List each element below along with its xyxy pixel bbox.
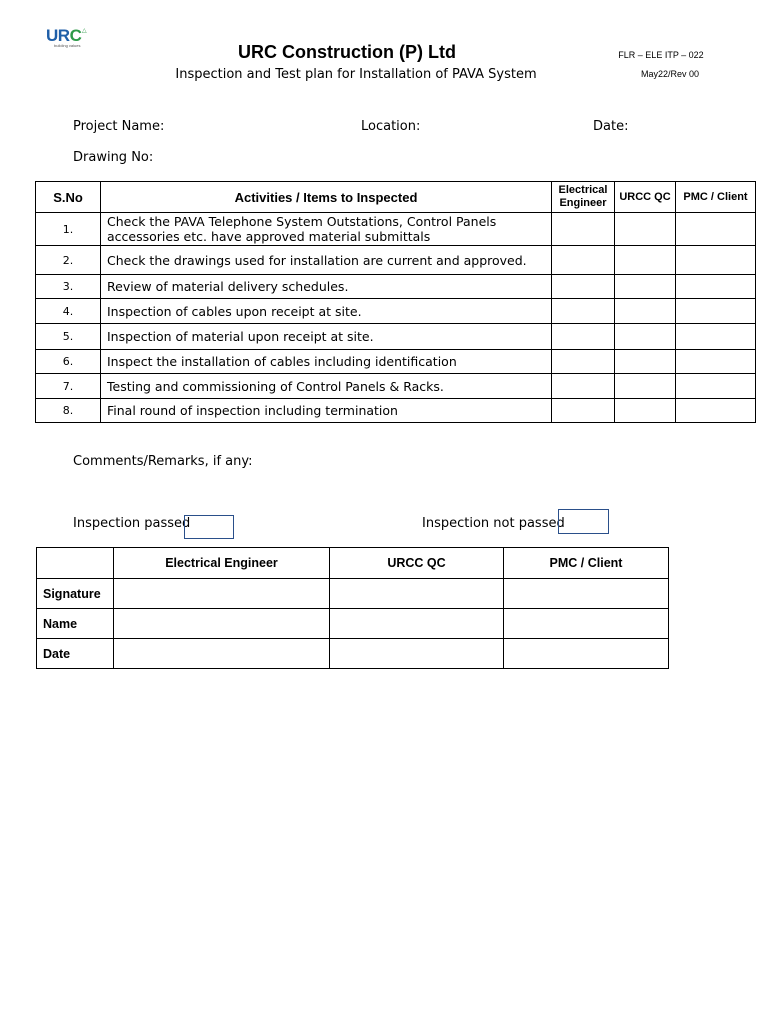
date-row: [37, 639, 669, 669]
signature-cell[interactable]: [114, 579, 330, 609]
cell-pmc-client[interactable]: [676, 275, 756, 299]
cell-urcc-qc[interactable]: [615, 350, 676, 374]
row-activity: Testing and commissioning of Control Panels & Racks.: [101, 374, 552, 399]
inspection-not-passed-label: Inspection not passed: [422, 516, 565, 531]
date-cell[interactable]: [504, 639, 669, 669]
row-sno: 7.: [36, 374, 101, 399]
cell-pmc-client[interactable]: [676, 374, 756, 399]
document-revision: May22/Rev 00: [640, 69, 700, 79]
company-title: URC Construction (P) Ltd: [238, 42, 456, 62]
row-activity: Inspect the installation of cables including identification: [101, 350, 552, 374]
cell-electrical-engineer[interactable]: [552, 374, 615, 399]
date-cell[interactable]: [114, 639, 330, 669]
cell-urcc-qc[interactable]: [615, 246, 676, 275]
logo-letter: U: [46, 26, 58, 45]
logo-letter: C: [69, 26, 82, 45]
header-sno: S.No: [36, 182, 101, 213]
row-sno: 3.: [36, 275, 101, 299]
header-activity: Activities / Items to Inspected: [101, 182, 552, 213]
row-sno: 5.: [36, 324, 101, 350]
document-number: FLR – ELE ITP – 022: [618, 50, 704, 60]
table-header-row: [36, 182, 756, 213]
inspection-not-passed-checkbox[interactable]: [558, 509, 609, 534]
row-sno: 4.: [36, 299, 101, 324]
cell-urcc-qc[interactable]: [615, 399, 676, 423]
drawing-no-label: Drawing No:: [73, 150, 154, 165]
activities-table: [35, 181, 756, 423]
header-pmc-client: PMC / Client: [676, 182, 756, 213]
cell-electrical-engineer[interactable]: [552, 399, 615, 423]
comments-label: Comments/Remarks, if any:: [73, 454, 253, 469]
name-cell[interactable]: [504, 609, 669, 639]
cell-urcc-qc[interactable]: [615, 374, 676, 399]
signature-row: [37, 579, 669, 609]
row-label-date: Date: [37, 639, 114, 669]
row-sno: 2.: [36, 246, 101, 275]
row-label-name: Name: [37, 609, 114, 639]
row-label-signature: Signature: [37, 579, 114, 609]
date-label: Date:: [593, 119, 629, 134]
row-activity: Inspection of cables upon receipt at site.: [101, 299, 552, 324]
signature-header-blank: [37, 548, 114, 579]
row-sno: 1.: [36, 213, 101, 246]
document-subtitle: Inspection and Test plan for Installation of PAVA System: [175, 67, 537, 82]
signature-cell[interactable]: [504, 579, 669, 609]
table-row: [36, 213, 756, 246]
signature-header-electrical-engineer: Electrical Engineer: [114, 548, 330, 579]
signature-header-row: [37, 548, 669, 579]
table-row: [36, 350, 756, 374]
cell-pmc-client[interactable]: [676, 324, 756, 350]
project-name-label: Project Name:: [73, 119, 165, 134]
cell-electrical-engineer[interactable]: [552, 213, 615, 246]
logo-letter: R: [57, 26, 70, 45]
name-cell[interactable]: [114, 609, 330, 639]
signature-header-urcc-qc: URCC QC: [330, 548, 504, 579]
cell-electrical-engineer[interactable]: [552, 246, 615, 275]
table-row: [36, 275, 756, 299]
table-row: [36, 399, 756, 423]
table-row: [36, 374, 756, 399]
cell-electrical-engineer[interactable]: [552, 299, 615, 324]
cell-pmc-client[interactable]: [676, 350, 756, 374]
table-row: [36, 246, 756, 275]
cell-electrical-engineer[interactable]: [552, 324, 615, 350]
row-activity: Check the drawings used for installation are current and approved.: [101, 246, 552, 275]
table-row: [36, 299, 756, 324]
inspection-passed-label: Inspection passed: [73, 516, 191, 531]
location-label: Location:: [361, 119, 421, 134]
name-cell[interactable]: [330, 609, 504, 639]
cell-pmc-client[interactable]: [676, 399, 756, 423]
row-activity: Check the PAVA Telephone System Outstations, Control Panels accessories etc. have approved material submittals: [101, 213, 552, 246]
row-activity: Final round of inspection including termination: [101, 399, 552, 423]
cell-pmc-client[interactable]: [676, 246, 756, 275]
signature-table: [36, 547, 669, 669]
cell-electrical-engineer[interactable]: [552, 275, 615, 299]
row-activity: Inspection of material upon receipt at site.: [101, 324, 552, 350]
cell-urcc-qc[interactable]: [615, 324, 676, 350]
cell-urcc-qc[interactable]: [615, 275, 676, 299]
header-urcc-qc: URCC QC: [615, 182, 676, 213]
inspection-passed-checkbox[interactable]: [184, 515, 234, 539]
logo-tagline: building values: [54, 43, 81, 48]
header-electrical-engineer: Electrical Engineer: [552, 182, 615, 213]
row-sno: 8.: [36, 399, 101, 423]
name-row: [37, 609, 669, 639]
table-row: [36, 324, 756, 350]
signature-cell[interactable]: [330, 579, 504, 609]
cell-urcc-qc[interactable]: [615, 299, 676, 324]
cell-electrical-engineer[interactable]: [552, 350, 615, 374]
logo-mark-icon: △: [82, 28, 87, 34]
cell-pmc-client[interactable]: [676, 299, 756, 324]
row-activity: Review of material delivery schedules.: [101, 275, 552, 299]
row-sno: 6.: [36, 350, 101, 374]
signature-header-pmc-client: PMC / Client: [504, 548, 669, 579]
date-cell[interactable]: [330, 639, 504, 669]
cell-urcc-qc[interactable]: [615, 213, 676, 246]
cell-pmc-client[interactable]: [676, 213, 756, 246]
